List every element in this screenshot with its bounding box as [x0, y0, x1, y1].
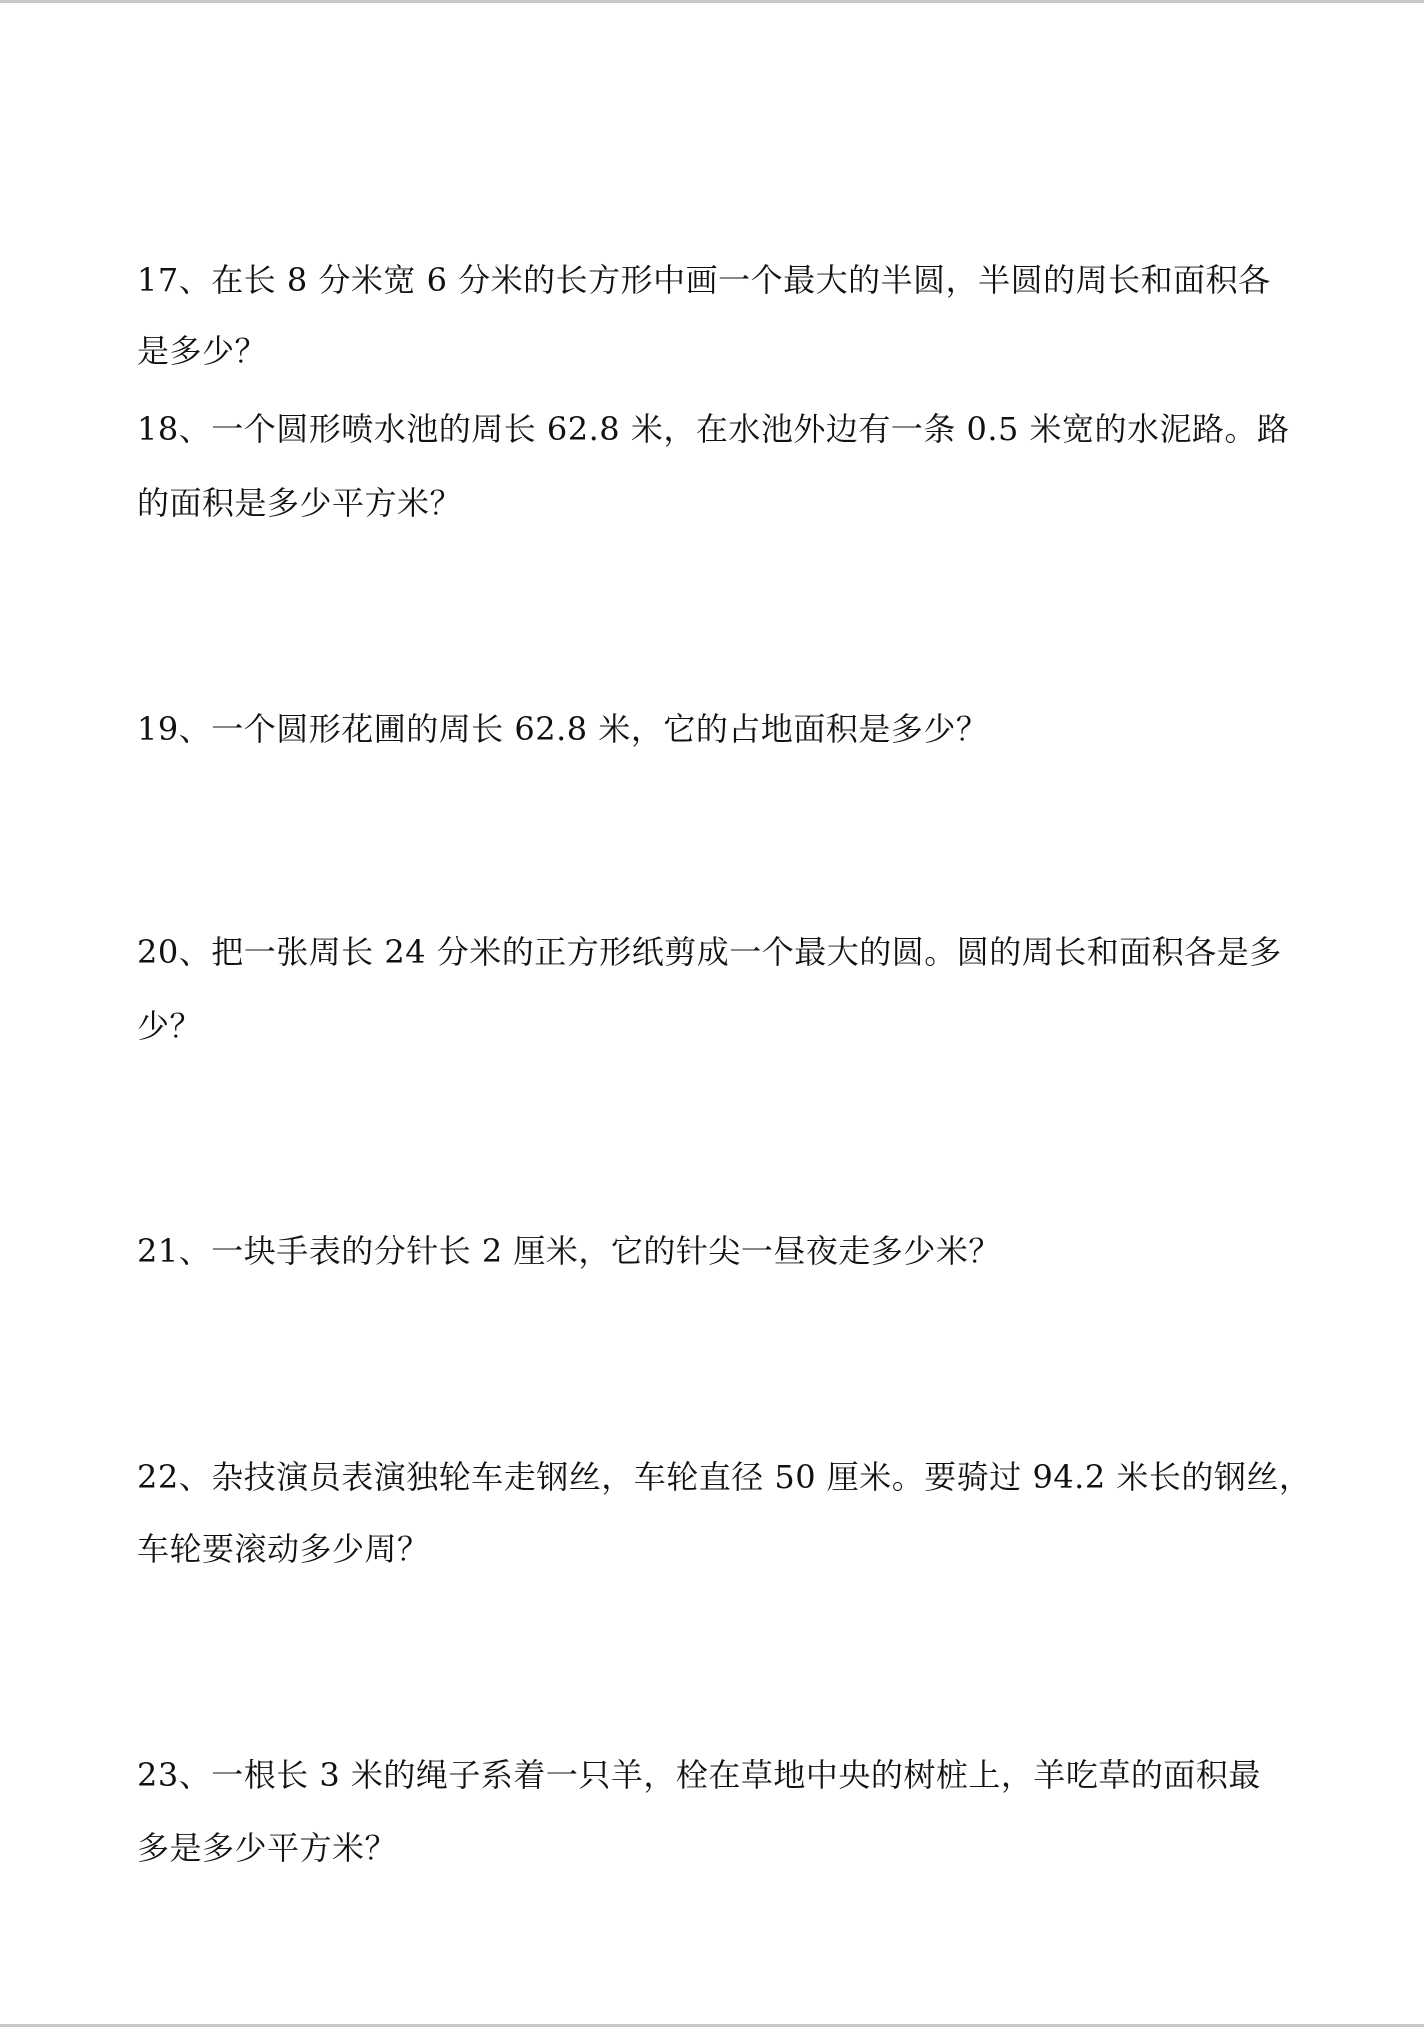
question-text-line: 22、杂技演员表演独轮车走钢丝，车轮直径 50 厘米。要骑过 94.2 米长的钢丝，: [137, 1458, 1312, 1496]
question-text-line: 的面积是多少平方米？: [137, 484, 463, 522]
question-text-line: 18、一个圆形喷水池的周长 62.8 米，在水池外边有一条 0.5 米宽的水泥路。路: [137, 410, 1290, 448]
question-text-line: 20、把一张周长 24 分米的正方形纸剪成一个最大的圆。圆的周长和面积各是多: [137, 933, 1282, 971]
question-text-line: 多是多少平方米？: [137, 1829, 398, 1867]
question-text-line: 车轮要滚动多少周？: [137, 1530, 430, 1568]
question-text-line: 23、一根长 3 米的绳子系着一只羊，栓在草地中央的树桩上，羊吃草的面积最: [137, 1756, 1261, 1794]
question-text-line: 19、一个圆形花圃的周长 62.8 米，它的占地面积是多少？: [137, 710, 989, 748]
question-text-line: 21、一块手表的分针长 2 厘米，它的针尖一昼夜走多少米？: [137, 1232, 1001, 1270]
question-text-line: 是多少？: [137, 332, 268, 370]
question-text-line: 17、在长 8 分米宽 6 分米的长方形中画一个最大的半圆，半圆的周长和面积各: [137, 261, 1271, 299]
page-bottom-border: [0, 2024, 1424, 2027]
question-text-line: 少？: [137, 1007, 203, 1045]
page-top-border: [0, 0, 1424, 3]
